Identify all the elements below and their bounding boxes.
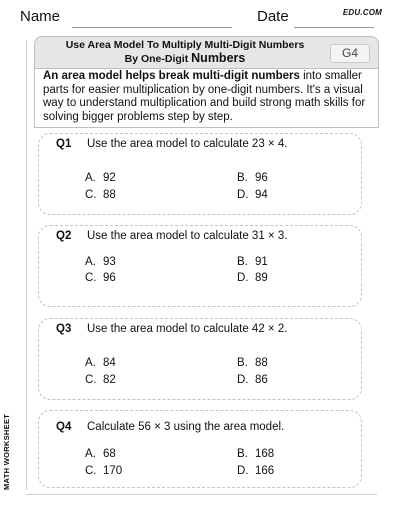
option-value: 93 bbox=[103, 256, 116, 268]
question-number: Q4 bbox=[56, 421, 72, 433]
option-letter: D. bbox=[237, 189, 249, 201]
date-line[interactable] bbox=[294, 27, 374, 28]
question-text: Use the area model to calculate 42 × 2. bbox=[87, 323, 288, 335]
question-card bbox=[38, 225, 362, 307]
option-d[interactable] bbox=[237, 272, 268, 284]
name-line[interactable] bbox=[72, 27, 232, 28]
option-letter: A. bbox=[85, 448, 96, 460]
option-value: 94 bbox=[255, 189, 268, 201]
option-value: 92 bbox=[103, 172, 116, 184]
date-label: Date bbox=[257, 8, 289, 25]
option-b[interactable] bbox=[237, 448, 274, 460]
side-divider bbox=[26, 40, 27, 490]
option-b[interactable] bbox=[237, 172, 268, 184]
logo-main: EDU bbox=[342, 8, 361, 17]
option-value: 96 bbox=[103, 272, 116, 284]
option-letter: D. bbox=[237, 272, 249, 284]
question-card bbox=[38, 133, 362, 215]
grade-badge: G4 bbox=[330, 44, 370, 63]
option-letter: C. bbox=[85, 374, 97, 386]
intro-rest: into smaller parts for easier multiplication by one-digit numbers. It's a visual way to understand multiplication and build strong math skills for solving bigger problems step by step. bbox=[43, 70, 366, 123]
question-text: Calculate 56 × 3 using the area model. bbox=[87, 421, 285, 433]
option-d[interactable] bbox=[237, 374, 268, 386]
option-a[interactable] bbox=[85, 256, 116, 268]
option-value: 82 bbox=[103, 374, 116, 386]
intro-bold: An area model helps break multi-digit numbers bbox=[43, 70, 300, 82]
option-letter: C. bbox=[85, 272, 97, 284]
question-card bbox=[38, 410, 362, 488]
option-a[interactable] bbox=[85, 448, 116, 460]
option-value: 91 bbox=[255, 256, 268, 268]
name-label: Name bbox=[20, 8, 61, 25]
option-b[interactable] bbox=[237, 256, 268, 268]
option-c[interactable] bbox=[85, 374, 116, 386]
question-text: Use the area model to calculate 23 × 4. bbox=[87, 138, 288, 150]
title-box bbox=[34, 36, 379, 69]
option-a[interactable] bbox=[85, 172, 116, 184]
option-value: 88 bbox=[255, 357, 268, 369]
option-b[interactable] bbox=[237, 357, 268, 369]
option-value: 168 bbox=[255, 448, 275, 460]
option-letter: B. bbox=[237, 256, 248, 268]
option-value: 166 bbox=[255, 465, 275, 477]
option-value: 86 bbox=[255, 374, 268, 386]
title-line-2-prefix: By One-Digit bbox=[124, 53, 192, 65]
option-letter: D. bbox=[237, 465, 249, 477]
option-value: 68 bbox=[103, 448, 116, 460]
title-line-2-big: Numbers bbox=[191, 51, 246, 65]
option-letter: D. bbox=[237, 374, 249, 386]
option-letter: A. bbox=[85, 256, 96, 268]
question-card bbox=[38, 318, 362, 400]
title-line-1: Use Area Model To Multiply Multi-Digit Numbers bbox=[65, 39, 305, 51]
option-d[interactable] bbox=[237, 465, 274, 477]
question-number: Q1 bbox=[56, 138, 72, 150]
option-d[interactable] bbox=[237, 189, 268, 201]
option-letter: B. bbox=[237, 357, 248, 369]
option-letter: A. bbox=[85, 172, 96, 184]
side-label: MATH WORKSHEET bbox=[2, 413, 11, 490]
question-number: Q2 bbox=[56, 230, 72, 242]
worksheet-title bbox=[35, 39, 335, 66]
option-c[interactable] bbox=[85, 272, 116, 284]
option-a[interactable] bbox=[85, 357, 116, 369]
option-letter: C. bbox=[85, 465, 97, 477]
option-letter: A. bbox=[85, 357, 96, 369]
option-letter: B. bbox=[237, 172, 248, 184]
option-letter: C. bbox=[85, 189, 97, 201]
option-c[interactable] bbox=[85, 465, 122, 477]
question-text: Use the area model to calculate 31 × 3. bbox=[87, 230, 288, 242]
intro-paragraph bbox=[34, 68, 379, 128]
title-line-2 bbox=[35, 52, 335, 66]
option-value: 88 bbox=[103, 189, 116, 201]
question-number: Q3 bbox=[56, 323, 72, 335]
option-value: 89 bbox=[255, 272, 268, 284]
bottom-divider bbox=[26, 494, 377, 495]
option-value: 170 bbox=[103, 465, 123, 477]
option-value: 96 bbox=[255, 172, 268, 184]
logo bbox=[343, 8, 382, 17]
logo-suffix: .COM bbox=[360, 8, 382, 17]
option-letter: B. bbox=[237, 448, 248, 460]
option-c[interactable] bbox=[85, 189, 116, 201]
option-value: 84 bbox=[103, 357, 116, 369]
